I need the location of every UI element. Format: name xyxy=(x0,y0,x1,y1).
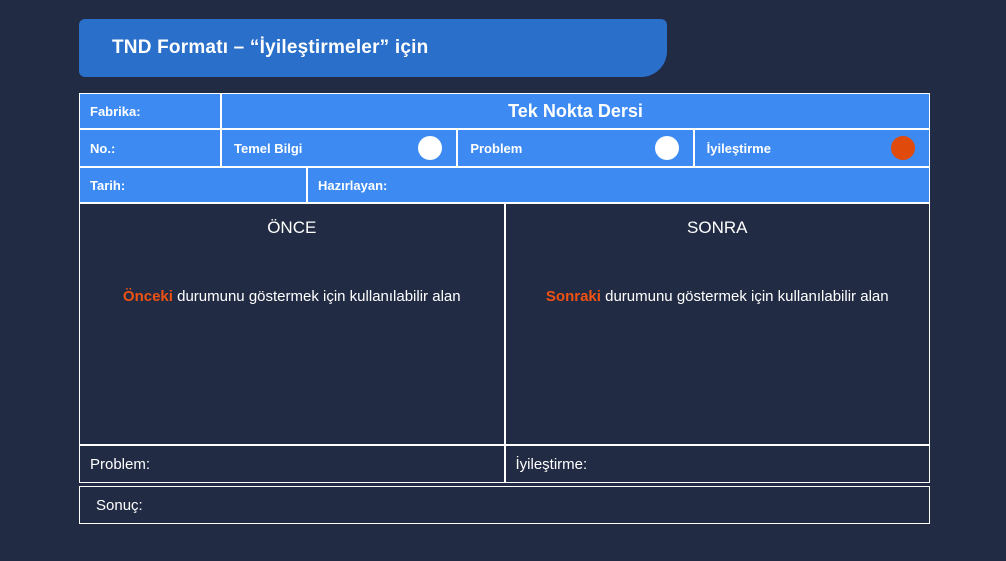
table-row-type xyxy=(79,129,930,167)
panel-sonra-body xyxy=(530,286,905,308)
panel-once[interactable] xyxy=(79,203,505,445)
table-row-bottom xyxy=(79,445,930,483)
option-iyilestirme-label: İyileştirme xyxy=(706,140,771,156)
option-temel-bilgi[interactable] xyxy=(221,129,457,167)
radio-problem-icon[interactable] xyxy=(655,136,679,160)
table-row-panels xyxy=(79,203,930,445)
form-heading-cell xyxy=(221,93,930,129)
factory-label: Fabrika: xyxy=(90,103,141,119)
panel-once-heading: ÖNCE xyxy=(267,218,317,237)
title-banner xyxy=(79,19,667,77)
table-row-factory xyxy=(79,93,930,129)
panel-once-body xyxy=(107,286,477,308)
option-problem-label: Problem xyxy=(470,140,523,156)
panel-sonra-highlight: Sonraki xyxy=(545,288,601,305)
table-row-result xyxy=(79,486,930,524)
panel-sonra[interactable] xyxy=(505,203,931,445)
panel-once-text: durumunu göstermek için kullanılabilir alan xyxy=(172,288,461,305)
option-problem[interactable] xyxy=(457,129,693,167)
improvement-field[interactable] xyxy=(505,445,931,483)
result-field[interactable] xyxy=(79,486,930,524)
form-heading: Tek Nokta Dersi xyxy=(508,100,643,121)
preparer-field[interactable] xyxy=(307,167,930,203)
date-field[interactable] xyxy=(79,167,307,203)
preparer-label: Hazırlayan: xyxy=(318,177,388,193)
radio-iyilestirme-icon[interactable] xyxy=(891,136,915,160)
option-temel-bilgi-label: Temel Bilgi xyxy=(234,140,303,156)
factory-label-cell xyxy=(79,93,221,129)
problem-label: Problem: xyxy=(90,455,151,473)
problem-field[interactable] xyxy=(79,445,505,483)
table-row-meta xyxy=(79,167,930,203)
result-label: Sonuç: xyxy=(96,496,143,514)
option-iyilestirme[interactable] xyxy=(694,129,930,167)
panel-once-highlight: Önceki xyxy=(122,288,173,305)
number-label-cell xyxy=(79,129,221,167)
page-title: TND Formatı – “İyileştirmeler” için xyxy=(112,37,429,58)
number-label: No.: xyxy=(90,140,116,156)
radio-temel-bilgi-icon[interactable] xyxy=(418,136,442,160)
panel-sonra-heading: SONRA xyxy=(687,218,748,237)
panel-sonra-text: durumunu göstermek için kullanılabilir alan xyxy=(600,288,889,305)
date-label: Tarih: xyxy=(90,177,126,193)
tnd-form-table xyxy=(79,93,930,524)
improvement-label: İyileştirme: xyxy=(515,455,588,473)
